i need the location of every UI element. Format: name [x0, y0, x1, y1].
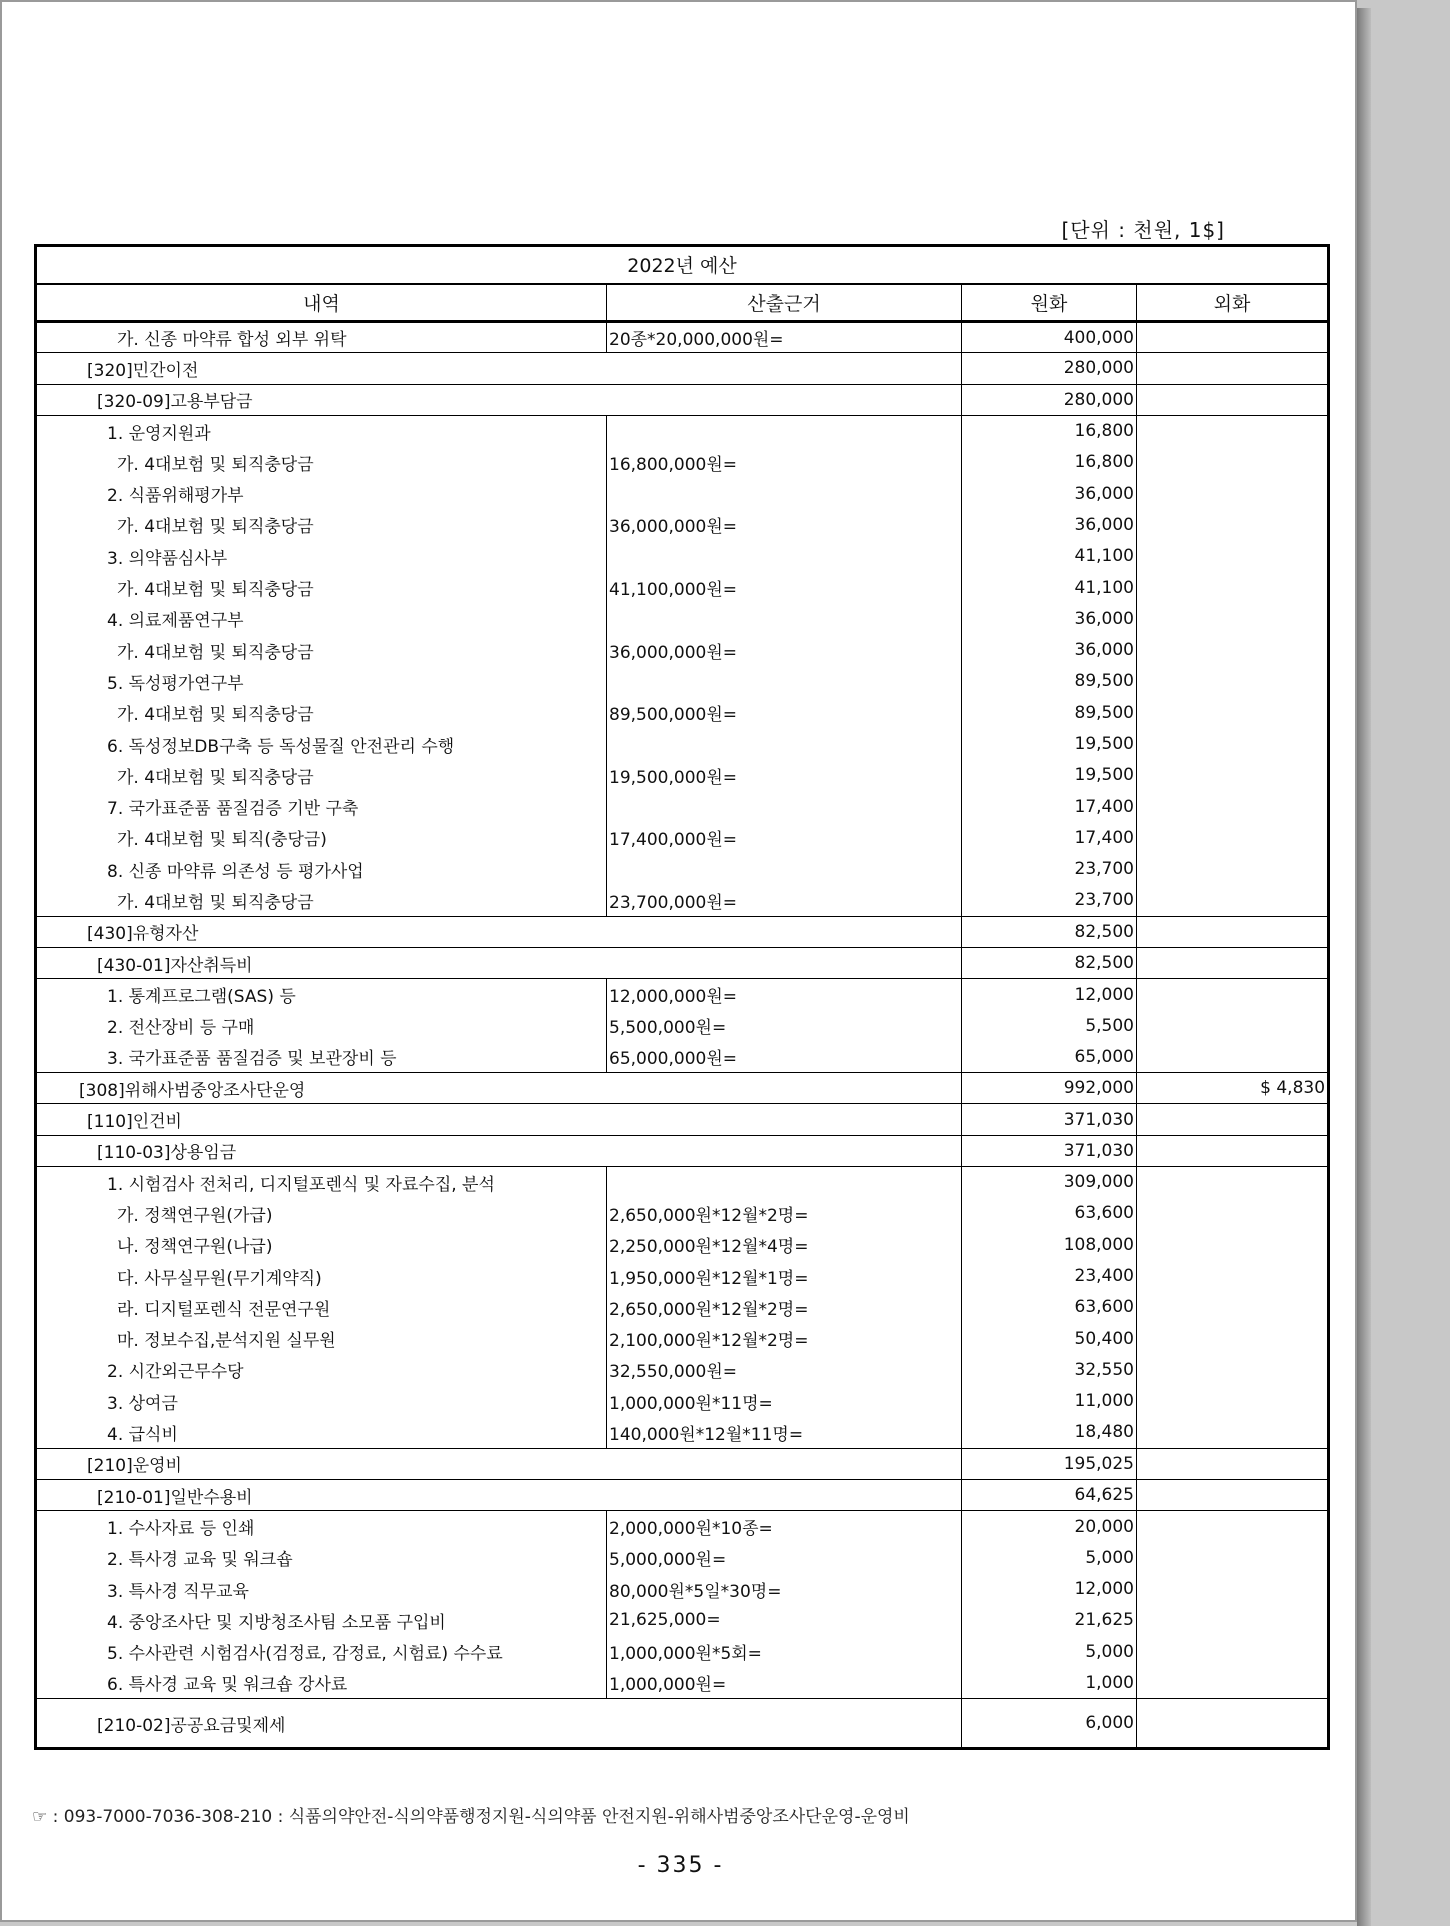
row-basis: 80,000원*5일*30명= [607, 1573, 962, 1604]
header-foreign: 외화 [1137, 284, 1329, 322]
row-label: 3. 상여금 [36, 1386, 607, 1417]
table-row [36, 1636, 1329, 1667]
row-basis: 16,800,000원= [607, 447, 962, 478]
row-krw: 36,000 [962, 634, 1137, 665]
row-foreign [1137, 353, 1329, 384]
table-row [36, 447, 1329, 478]
row-label: 7. 국가표준품 품질검증 기반 구축 [36, 791, 607, 822]
row-label: [308]위해사범중앙조사단운영 [36, 1073, 962, 1104]
row-foreign [1137, 1041, 1329, 1072]
row-foreign [1137, 666, 1329, 697]
row-label: 8. 신종 마약류 의존성 등 평가사업 [36, 854, 607, 885]
row-krw: 23,700 [962, 854, 1137, 885]
row-foreign [1137, 854, 1329, 885]
row-foreign [1137, 916, 1329, 947]
row-label: 2. 식품위해평가부 [36, 478, 607, 509]
row-label: 4. 중앙조사단 및 지방청조사팀 소모품 구입비 [36, 1605, 607, 1636]
row-krw: 12,000 [962, 1573, 1137, 1604]
row-basis [607, 791, 962, 822]
row-label: 6. 독성정보DB구축 등 독성물질 안전관리 수행 [36, 728, 607, 759]
row-krw: 82,500 [962, 916, 1137, 947]
row-krw: 82,500 [962, 947, 1137, 978]
table-row [36, 603, 1329, 634]
row-basis: 1,000,000원*11명= [607, 1386, 962, 1417]
table-row [36, 760, 1329, 791]
row-label: 가. 4대보험 및 퇴직(충당금) [36, 822, 607, 853]
row-krw: 400,000 [962, 322, 1137, 353]
row-label: 2. 시간외근무수당 [36, 1354, 607, 1385]
row-krw: 36,000 [962, 603, 1137, 634]
row-basis: 21,625,000= [607, 1605, 962, 1636]
table-row [36, 1073, 1329, 1104]
row-basis: 5,500,000원= [607, 1010, 962, 1041]
row-krw: 63,600 [962, 1198, 1137, 1229]
row-basis: 32,550,000원= [607, 1354, 962, 1385]
row-label: [430]유형자산 [36, 916, 962, 947]
row-basis: 2,250,000원*12월*4명= [607, 1229, 962, 1260]
row-krw: 309,000 [962, 1167, 1137, 1198]
row-label: 가. 4대보험 및 퇴직충당금 [36, 760, 607, 791]
row-foreign [1137, 791, 1329, 822]
row-label: 가. 4대보험 및 퇴직충당금 [36, 509, 607, 540]
row-basis [607, 728, 962, 759]
table-row [36, 322, 1329, 353]
row-basis [607, 478, 962, 509]
table-row [36, 1479, 1329, 1510]
table-row [36, 478, 1329, 509]
table-row [36, 1010, 1329, 1041]
row-krw: 65,000 [962, 1041, 1137, 1072]
table-row [36, 1386, 1329, 1417]
row-foreign [1137, 603, 1329, 634]
header-basis: 산출근거 [607, 284, 962, 322]
row-label: 라. 디지털포렌식 전문연구원 [36, 1292, 607, 1323]
row-krw: 21,625 [962, 1605, 1137, 1636]
table-title-row [36, 246, 1329, 284]
row-label: 1. 통계프로그램(SAS) 등 [36, 979, 607, 1010]
row-basis: 2,650,000원*12월*2명= [607, 1292, 962, 1323]
row-krw: 41,100 [962, 572, 1137, 603]
row-label: [320]민간이전 [36, 353, 962, 384]
row-basis [607, 415, 962, 446]
table-row [36, 979, 1329, 1010]
table-row [36, 1573, 1329, 1604]
row-foreign [1137, 1010, 1329, 1041]
row-krw: 11,000 [962, 1386, 1137, 1417]
row-label: 5. 독성평가연구부 [36, 666, 607, 697]
row-basis: 1,950,000원*12월*1명= [607, 1260, 962, 1291]
table-row [36, 634, 1329, 665]
row-foreign [1137, 1636, 1329, 1667]
row-krw: 19,500 [962, 728, 1137, 759]
row-krw: 19,500 [962, 760, 1137, 791]
budget-table [34, 244, 1330, 1750]
row-label: 3. 특사경 직무교육 [36, 1573, 607, 1604]
table-row [36, 1667, 1329, 1698]
row-label: 1. 운영지원과 [36, 415, 607, 446]
row-krw: 63,600 [962, 1292, 1137, 1323]
row-basis: 1,000,000원*5회= [607, 1636, 962, 1667]
table-row [36, 1699, 1329, 1749]
table-row [36, 1511, 1329, 1542]
row-basis: 2,100,000원*12월*2명= [607, 1323, 962, 1354]
row-foreign [1137, 979, 1329, 1010]
table-row [36, 541, 1329, 572]
table-row [36, 1417, 1329, 1448]
row-basis: 12,000,000원= [607, 979, 962, 1010]
row-label: [210-01]일반수용비 [36, 1479, 962, 1510]
row-foreign [1137, 322, 1329, 353]
row-foreign [1137, 1417, 1329, 1448]
row-krw: 20,000 [962, 1511, 1137, 1542]
row-krw: 36,000 [962, 509, 1137, 540]
row-foreign [1137, 572, 1329, 603]
table-row [36, 1135, 1329, 1166]
row-foreign [1137, 1323, 1329, 1354]
table-row [36, 1041, 1329, 1072]
row-label: 5. 수사관련 시험검사(검정료, 감정료, 시험료) 수수료 [36, 1636, 607, 1667]
header-krw: 원화 [962, 284, 1137, 322]
row-basis: 41,100,000원= [607, 572, 962, 603]
row-foreign [1137, 1542, 1329, 1573]
row-basis: 140,000원*12월*11명= [607, 1417, 962, 1448]
row-label: 2. 특사경 교육 및 워크숍 [36, 1542, 607, 1573]
row-label: 가. 신종 마약류 합성 외부 위탁 [36, 322, 607, 353]
row-label: 가. 4대보험 및 퇴직충당금 [36, 697, 607, 728]
row-basis: 5,000,000원= [607, 1542, 962, 1573]
row-foreign [1137, 1260, 1329, 1291]
row-label: [430-01]자산취득비 [36, 947, 962, 978]
row-label: [110-03]상용임금 [36, 1135, 962, 1166]
row-label: 6. 특사경 교육 및 워크숍 강사료 [36, 1667, 607, 1698]
row-foreign [1137, 1104, 1329, 1135]
row-label: [320-09]고용부담금 [36, 384, 962, 415]
row-basis: 19,500,000원= [607, 760, 962, 791]
row-label: 3. 의약품심사부 [36, 541, 607, 572]
row-krw: 23,700 [962, 885, 1137, 916]
row-krw: 16,800 [962, 447, 1137, 478]
table-row [36, 1198, 1329, 1229]
row-label: 가. 4대보험 및 퇴직충당금 [36, 634, 607, 665]
table-row [36, 1292, 1329, 1323]
row-basis [607, 1167, 962, 1198]
row-krw: 17,400 [962, 791, 1137, 822]
row-krw: 17,400 [962, 822, 1137, 853]
table-row [36, 1542, 1329, 1573]
row-basis [607, 666, 962, 697]
row-foreign [1137, 885, 1329, 916]
row-foreign [1137, 1479, 1329, 1510]
row-basis [607, 854, 962, 885]
row-foreign [1137, 1198, 1329, 1229]
row-foreign [1137, 1667, 1329, 1698]
row-label: 나. 정책연구원(나급) [36, 1229, 607, 1260]
row-krw: 41,100 [962, 541, 1137, 572]
table-row [36, 353, 1329, 384]
row-label: 가. 정책연구원(가급) [36, 1198, 607, 1229]
row-basis: 17,400,000원= [607, 822, 962, 853]
row-foreign [1137, 947, 1329, 978]
row-foreign [1137, 697, 1329, 728]
row-foreign [1137, 1699, 1329, 1749]
row-label: 3. 국가표준품 품질검증 및 보관장비 등 [36, 1041, 607, 1072]
row-foreign [1137, 1573, 1329, 1604]
table-row [36, 791, 1329, 822]
row-foreign [1137, 822, 1329, 853]
table-row [36, 854, 1329, 885]
account-code-note: ☞ : 093-7000-7036-308-210 : 식품의약안전-식의약품행정지원-식의약품 안전지원-위해사범중앙조사단운영-운영비 [32, 1807, 910, 1827]
row-krw: 89,500 [962, 697, 1137, 728]
table-row [36, 885, 1329, 916]
row-krw: 32,550 [962, 1354, 1137, 1385]
row-krw: 5,000 [962, 1636, 1137, 1667]
row-foreign [1137, 509, 1329, 540]
table-row [36, 947, 1329, 978]
table-row [36, 1354, 1329, 1385]
row-foreign [1137, 1511, 1329, 1542]
row-label: [210]운영비 [36, 1448, 962, 1479]
row-krw: 5,500 [962, 1010, 1137, 1041]
row-foreign: $ 4,830 [1137, 1073, 1329, 1104]
table-row [36, 415, 1329, 446]
row-label: 4. 의료제품연구부 [36, 603, 607, 634]
row-krw: 18,480 [962, 1417, 1137, 1448]
row-basis: 1,000,000원= [607, 1667, 962, 1698]
row-label: 2. 전산장비 등 구매 [36, 1010, 607, 1041]
row-krw: 64,625 [962, 1479, 1137, 1510]
row-krw: 280,000 [962, 384, 1137, 415]
row-krw: 1,000 [962, 1667, 1137, 1698]
row-foreign [1137, 384, 1329, 415]
row-label: 가. 4대보험 및 퇴직충당금 [36, 447, 607, 478]
row-foreign [1137, 760, 1329, 791]
row-foreign [1137, 478, 1329, 509]
row-krw: 6,000 [962, 1699, 1137, 1749]
row-label: [210-02]공공요금및제세 [36, 1699, 962, 1749]
table-header-row [36, 284, 1329, 322]
row-basis: 89,500,000원= [607, 697, 962, 728]
table-row [36, 1229, 1329, 1260]
page-number: - 335 - [637, 1853, 724, 1878]
row-foreign [1137, 1167, 1329, 1198]
row-basis [607, 541, 962, 572]
row-krw: 371,030 [962, 1135, 1137, 1166]
row-basis: 36,000,000원= [607, 634, 962, 665]
row-krw: 50,400 [962, 1323, 1137, 1354]
row-krw: 108,000 [962, 1229, 1137, 1260]
row-foreign [1137, 1386, 1329, 1417]
row-label: 1. 시험검사 전처리, 디지털포렌식 및 자료수집, 분석 [36, 1167, 607, 1198]
table-row [36, 916, 1329, 947]
row-foreign [1137, 541, 1329, 572]
table-row [36, 822, 1329, 853]
row-krw: 16,800 [962, 415, 1137, 446]
row-foreign [1137, 1292, 1329, 1323]
row-krw: 5,000 [962, 1542, 1137, 1573]
row-krw: 23,400 [962, 1260, 1137, 1291]
table-row [36, 1323, 1329, 1354]
row-krw: 280,000 [962, 353, 1137, 384]
table-row [36, 666, 1329, 697]
row-foreign [1137, 447, 1329, 478]
page-shadow [1357, 8, 1371, 1926]
table-row [36, 384, 1329, 415]
row-label: 마. 정보수집,분석지원 실무원 [36, 1323, 607, 1354]
row-basis: 65,000,000원= [607, 1041, 962, 1072]
row-foreign [1137, 1605, 1329, 1636]
row-foreign [1137, 415, 1329, 446]
row-krw: 992,000 [962, 1073, 1137, 1104]
row-foreign [1137, 634, 1329, 665]
table-row [36, 572, 1329, 603]
row-basis: 2,000,000원*10종= [607, 1511, 962, 1542]
row-krw: 89,500 [962, 666, 1137, 697]
row-basis [607, 603, 962, 634]
table-row [36, 509, 1329, 540]
row-label: 1. 수사자료 등 인쇄 [36, 1511, 607, 1542]
row-krw: 36,000 [962, 478, 1137, 509]
row-foreign [1137, 1448, 1329, 1479]
table-title: 2022년 예산 [36, 246, 1329, 284]
header-description: 내역 [36, 284, 607, 322]
table-body [36, 322, 1329, 1749]
table-row [36, 1448, 1329, 1479]
row-label: 다. 사무실무원(무기계약직) [36, 1260, 607, 1291]
unit-label: [단위 : 천원, 1$] [1061, 218, 1225, 242]
row-basis: 36,000,000원= [607, 509, 962, 540]
row-basis: 2,650,000원*12월*2명= [607, 1198, 962, 1229]
table-row [36, 1260, 1329, 1291]
table-row [36, 1605, 1329, 1636]
row-krw: 371,030 [962, 1104, 1137, 1135]
table-row [36, 697, 1329, 728]
row-label: 4. 급식비 [36, 1417, 607, 1448]
row-krw: 12,000 [962, 979, 1137, 1010]
row-foreign [1137, 728, 1329, 759]
row-krw: 195,025 [962, 1448, 1137, 1479]
table-row [36, 728, 1329, 759]
row-basis: 20종*20,000,000원= [607, 322, 962, 353]
table-row [36, 1104, 1329, 1135]
row-label: 가. 4대보험 및 퇴직충당금 [36, 572, 607, 603]
row-label: [110]인건비 [36, 1104, 962, 1135]
row-basis: 23,700,000원= [607, 885, 962, 916]
row-foreign [1137, 1354, 1329, 1385]
row-foreign [1137, 1135, 1329, 1166]
row-foreign [1137, 1229, 1329, 1260]
row-label: 가. 4대보험 및 퇴직충당금 [36, 885, 607, 916]
table-row [36, 1167, 1329, 1198]
